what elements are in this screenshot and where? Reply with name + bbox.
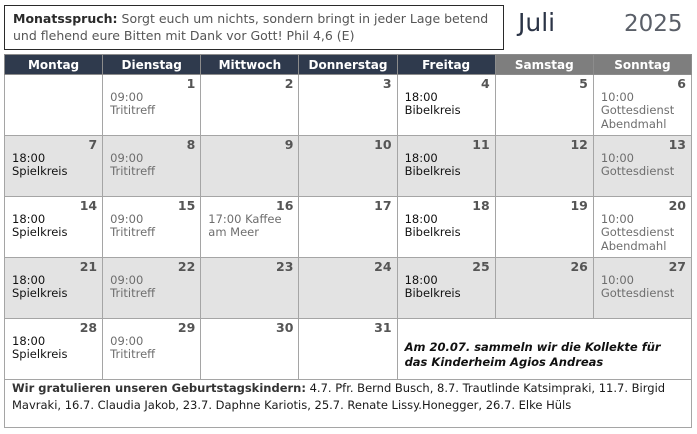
day-number: 24 [374,259,392,274]
calendar-grid [4,54,692,380]
day-event: 18:00 Spielkreis [12,150,68,178]
day-number: 1 [186,76,196,91]
weekday-header: Freitag [397,55,495,75]
day-number: 3 [382,76,392,91]
day-number: 25 [472,259,490,274]
day-cell [495,136,593,197]
day-cell [5,258,103,319]
day-cell [201,258,299,319]
day-event: 09:00 Trititreff [110,333,156,361]
day-cell [593,136,691,197]
day-number: 15 [177,198,196,213]
day-number: 5 [579,76,588,91]
day-cell [593,197,691,258]
day-cell [299,136,397,197]
monthly-verse-text: Sorgt euch um nichts, sondern bringt in jeder Lage betend und flehend eure Bitten mit Dank vor Gott! Phil 4,6 (E) [13,11,489,43]
day-event: 09:00 Trititreff [110,211,156,239]
day-number: 22 [177,259,196,274]
day-event: 18:00 Spielkreis [12,211,68,239]
day-event: 18:00 Spielkreis [12,333,68,361]
month-title: Juli [518,8,556,37]
day-cell [299,197,397,258]
day-event: 18:00 Bibelkreis [404,89,461,117]
monthly-verse [4,5,504,50]
day-number: 17 [374,198,392,213]
day-event: 10:00 Gottesdienst [600,150,675,178]
day-number: 27 [668,259,686,274]
day-cell [201,319,299,380]
day-cell [495,75,593,136]
day-cell [103,197,201,258]
week-row [5,75,692,136]
day-number: 16 [276,198,294,213]
day-cell [5,136,103,197]
day-event: 18:00 Bibelkreis [404,211,461,239]
weekday-header: Samstag [495,55,593,75]
day-number: 11 [472,137,490,152]
day-number: 30 [276,320,294,335]
weekday-header: Mittwoch [201,55,299,75]
day-cell [103,319,201,380]
day-cell [397,136,495,197]
weekday-header: Dienstag [103,55,201,75]
day-number: 4 [481,76,490,91]
day-event: 09:00 Trititreff [110,272,156,300]
day-number: 21 [79,259,98,274]
day-number: 19 [570,198,588,213]
day-number: 9 [284,137,294,152]
day-cell [5,197,103,258]
day-number: 29 [177,320,196,335]
monthly-verse-label: Monatsspruch: [13,11,118,26]
day-number: 12 [570,137,588,152]
day-event: 18:00 Spielkreis [12,272,68,300]
day-cell [103,258,201,319]
day-number: 31 [374,320,392,335]
day-cell [103,136,201,197]
day-number: 13 [668,137,686,152]
day-number: 26 [570,259,588,274]
week-row [5,136,692,197]
collection-note-cell [397,319,691,380]
day-cell [593,75,691,136]
day-event: 17:00 Kaffee am Meer [208,211,282,239]
day-cell [5,319,103,380]
day-cell [103,75,201,136]
week-row [5,258,692,319]
day-event: 10:00 Gottesdienst Abendmahl [600,89,675,131]
day-number: 7 [88,137,98,152]
day-cell [397,258,495,319]
day-cell [299,319,397,380]
year-title: 2025 [624,11,683,37]
day-event: 10:00 Gottesdienst [600,272,675,300]
birthday-list [4,378,692,428]
collection-note: Am 20.07. sammeln wir die Kollekte für das Kinderheim Agios Andreas [404,340,661,369]
week-row [5,319,692,380]
day-cell [201,136,299,197]
day-number: 18 [472,198,490,213]
day-cell [495,197,593,258]
day-cell [201,197,299,258]
day-number: 20 [668,198,686,213]
day-cell [397,197,495,258]
birthday-label: Wir gratulieren unseren Geburtstagskindern: [12,381,306,395]
day-cell [495,258,593,319]
day-number: 23 [276,259,294,274]
day-number: 6 [677,76,686,91]
day-event: 18:00 Bibelkreis [404,272,461,300]
weekday-header-row [5,55,692,75]
day-cell [593,258,691,319]
day-event: 10:00 Gottesdienst Abendmahl [600,211,675,253]
week-row [5,197,692,258]
day-event: 09:00 Trititreff [110,89,156,117]
day-cell [397,75,495,136]
weekday-header: Montag [5,55,103,75]
day-event: 18:00 Bibelkreis [404,150,461,178]
day-event: 09:00 Trititreff [110,150,156,178]
day-cell [201,75,299,136]
weekday-header: Sonntag [593,55,691,75]
day-cell [299,75,397,136]
day-number: 28 [79,320,98,335]
day-cell [299,258,397,319]
birthday-text: 4.7. Pfr. Bernd Busch, 8.7. Trautlinde Katsimpraki, 11.7. Birgid Mavraki, 16.7. Claudia Jakob, 23.7. Daphne Kariotis, 25.7. Renate Lissy.Honegger, 26.7. Elke Hüls [12,381,666,412]
weekday-header: Donnerstag [299,55,397,75]
day-cell [5,75,103,136]
day-number: 10 [374,137,392,152]
day-number: 8 [186,137,196,152]
day-number: 14 [79,198,98,213]
day-number: 2 [284,76,294,91]
